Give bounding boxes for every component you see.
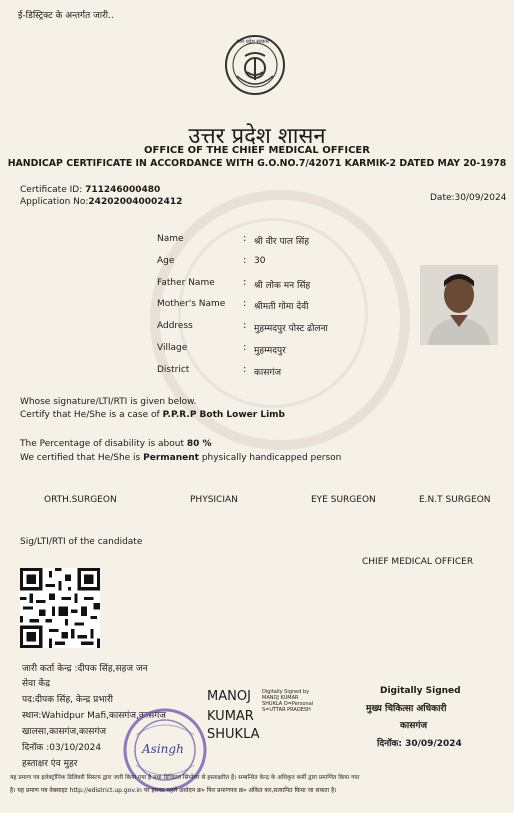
case-line [20, 410, 285, 420]
signatory-orth-surgeon: ORTH.SURGEON [44, 495, 117, 505]
digitally-signed-title: Digitally Signed [380, 686, 461, 696]
cmo-date: दिनॉक: 30/09/2024 [377, 739, 462, 749]
digital-sign-detail: Digitally Signed by [262, 689, 310, 695]
digital-signer-name-1: MANOJ [207, 689, 251, 704]
detail-label-age: Age [157, 256, 175, 266]
digital-sign-detail: SHUKLA O=Personal [262, 701, 314, 707]
digital-signer-name-2: KUMAR [207, 709, 254, 724]
date-label: Date: [430, 193, 455, 203]
cmo-district: कासगंज [400, 721, 428, 731]
digital-sign-detail: MANOJ KUMAR [262, 695, 299, 701]
govt-title: उत्तर प्रदेश शासन [188, 124, 326, 149]
detail-colon: : [243, 298, 247, 309]
issuer-signature-label: हस्ताक्षर एंव मुहर [22, 759, 78, 769]
detail-label-village: Village [157, 343, 188, 353]
digital-sign-detail: S=UTTAR PRADESH [262, 707, 311, 713]
detail-value-address: मुहम्मदपुर पोस्ट ढोलना [254, 324, 328, 334]
detail-colon: : [243, 364, 247, 375]
footer-line-2: है। यह प्रमाण पत्र वेबसाइट http://edistrict.up.gov.in पर इसका पहले आवेदन क्र० फिर प्रमाणपत्र क्र० अंकित कर,सत्यापित किया जा सकता है। [10, 787, 337, 794]
detail-label-name: Name [157, 234, 184, 244]
qr-code [20, 568, 100, 648]
detail-value-age: 30 [254, 256, 266, 266]
detail-colon: : [243, 320, 247, 331]
detail-value-mother: श्रीमती गोमा देवी [254, 302, 309, 312]
certificate-id-row [20, 185, 160, 195]
disability-prefix: The Percentage of disability is about [20, 439, 184, 449]
issuer-center: जारी कर्ता केन्द्र :दीपक सिंह,सहज जन [22, 664, 148, 674]
application-no-row [20, 197, 182, 207]
digital-signer-name-3: SHUKLA [207, 727, 260, 742]
emblem-text: उत्तर प्रदेश सरकार [236, 39, 269, 45]
case-prefix: Certify that He/She is a case of [20, 410, 160, 420]
permanence-line [20, 453, 341, 463]
application-no-label: Application No: [20, 197, 89, 207]
detail-colon: : [243, 233, 247, 244]
detail-value-father: श्री लोक मन सिंह [254, 281, 311, 291]
detail-label-father: Father Name [157, 278, 215, 288]
permanence-suffix: physically handicapped person [201, 453, 342, 463]
signatory-physician: PHYSICIAN [190, 495, 238, 505]
person-photo-icon [420, 265, 498, 345]
case-value: P.P.R.P Both Lower Limb [162, 410, 285, 420]
stamp-signature: Asingh [142, 742, 184, 756]
date-value: 30/09/2024 [454, 193, 507, 203]
detail-colon: : [243, 277, 247, 288]
detail-label-address: Address [157, 321, 193, 331]
signatory-ent-surgeon: E.N.T SURGEON [419, 495, 491, 505]
certificate-title: HANDICAP CERTIFICATE IN ACCORDANCE WITH G.O.NO.7/42071 KARMIK-2 DATED MAY 20-1978 [7, 158, 507, 169]
detail-value-name: श्री वीर पाल सिंह [254, 237, 310, 247]
footer-line-1: यह प्रमाण पत्र इलेक्ट्रॉनिक डिलिवरी सिस्टम द्वारा जारी किया गया है तथा डिजिटल सिग्नेचर से हस्ताक्षरित है। सम्बन्धित केन्द्र के अधिकृत कर्मी द्वारा प्रमाणित किया गया [10, 775, 360, 781]
issuer-date: दिनॉक :03/10/2024 [22, 743, 102, 753]
disability-value: 80 % [186, 439, 212, 449]
signatory-eye-surgeon: EYE SURGEON [311, 495, 376, 505]
top-note: ई-डिस्ट्रिक्ट के अन्तर्गत जारी.. [18, 11, 114, 21]
issuer-place-cont: खालसा,कासगंज,कासगंज [22, 727, 107, 737]
detail-colon: : [243, 342, 247, 353]
disability-line [20, 439, 212, 449]
digital-sign-details [262, 689, 313, 713]
detail-colon: : [243, 255, 247, 266]
cmo-role-hindi: मुख्य चिकित्सा अधिकारी [366, 704, 447, 714]
detail-value-district: कासगंज [254, 368, 282, 378]
permanence-value: Permanent [143, 453, 199, 463]
issuer-center-cont: सेवा केंद्र [22, 679, 50, 689]
candidate-signature-label: Sig/LTI/RTI of the candidate [20, 537, 143, 547]
chief-medical-officer-label: CHIEF MEDICAL OFFICER [362, 557, 474, 567]
permanence-prefix: We certified that He/She is [20, 453, 141, 463]
detail-value-village: मुहम्मदपुर [254, 346, 286, 356]
detail-label-mother: Mother's Name [157, 299, 226, 309]
date-row [430, 193, 506, 203]
detail-label-district: District [157, 365, 190, 375]
candidate-photo [420, 265, 498, 345]
application-no-value: 242020040002412 [88, 197, 183, 207]
signature-note: Whose signature/LTI/RTI is given below. [20, 397, 197, 407]
issuer-post: पद:दीपक सिंह, केन्द्र प्रभारी [22, 695, 113, 705]
issuer-place: स्थान:Wahidpur Mafi,कासगंज,कासगंज [22, 711, 166, 721]
certificate-id-value: 711246000480 [85, 185, 161, 195]
certificate-id-label: Certificate ID: [20, 185, 83, 195]
office-title: OFFICE OF THE CHIEF MEDICAL OFFICER [144, 145, 370, 156]
